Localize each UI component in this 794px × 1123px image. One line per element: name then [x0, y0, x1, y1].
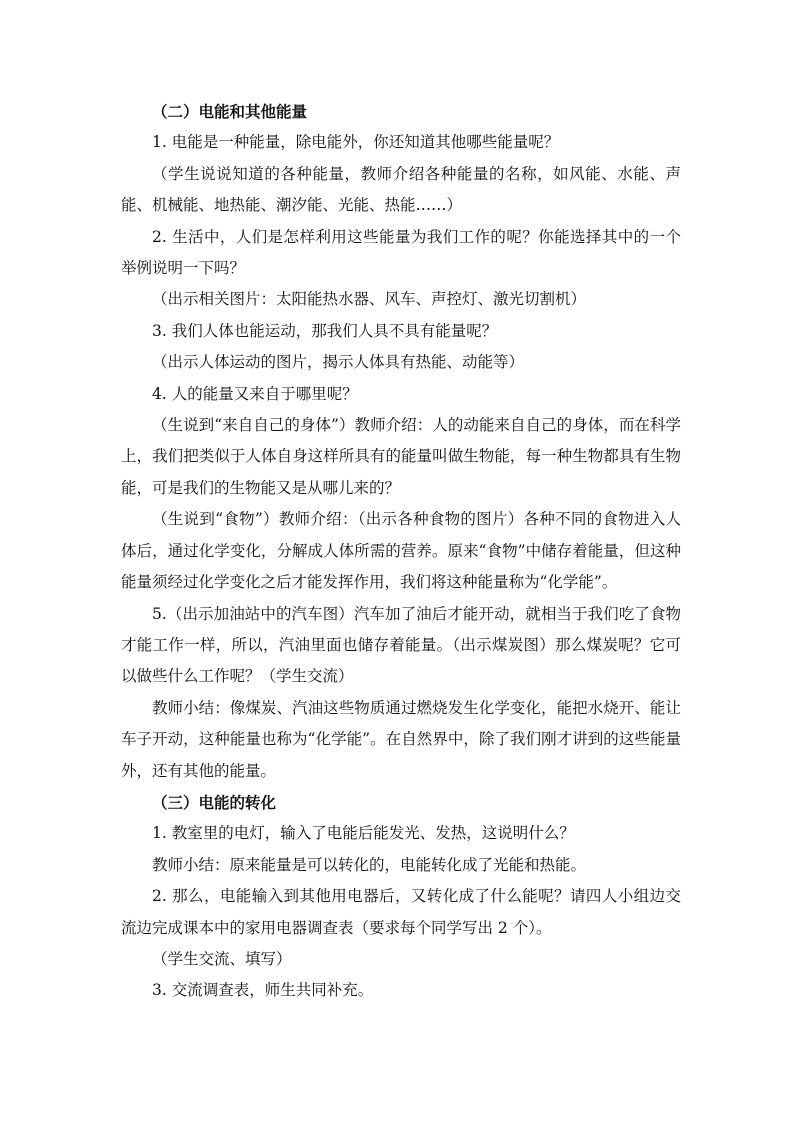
paragraph: 4. 人的能量又来自于哪里呢？	[152, 384, 358, 403]
paragraph: （学生交流、填写）	[152, 949, 292, 968]
paragraph: 2. 那么，电能输入到其他用电器后，又转化成了什么能呢？请四人小组边交流边完成课本中的家用电器调查表（要求每个同学写出 2 个）。	[121, 887, 681, 937]
section-heading-energy-conversion: （三）电能的转化	[152, 792, 277, 812]
section-heading-electric-and-other-energy: （二）电能和其他能量	[152, 102, 308, 121]
paragraph: 3. 我们人体也能运动，那我们人具不具有能量呢？	[152, 321, 498, 340]
paragraph: 3. 交流调查表，师生共同补充。	[152, 981, 374, 1000]
paragraph: （出示人体运动的图片，揭示人体具有热能、动能等）	[152, 353, 525, 372]
paragraph: 2. 生活中，人们是怎样利用这些能量为我们工作的呢？你能选择其中的一个举例说明一下吗？	[121, 227, 681, 278]
paragraph: 5.（出示加油站中的汽车图）汽车加了油后才能开动，就相当于我们吃了食物才能工作一样，所以，汽油里面也储存着能量。（出示煤炭图）那么煤炭呢？它可以做些什么工作呢？（学生交流）	[121, 604, 681, 686]
paragraph: （出示相关图片：太阳能热水器、风车、声控灯、激光切割机）	[152, 290, 587, 309]
document-body	[121, 96, 681, 1007]
paragraph: 1. 电能是一种能量，除电能外，你还知道其他哪些能量呢？	[152, 133, 560, 152]
paragraph: （生说到“食物”）教师介绍：（出示各种食物的图片）各种不同的食物进入人体后，通过化学变化，分解成人体所需的营养。原来“食物”中储存着能量，但这种能量须经过化学变化之后才能发挥作用，我们将这种能量称为“化学能”。	[121, 510, 681, 592]
paragraph: 教师小结：像煤炭、汽油这些物质通过燃烧发生化学变化，能把水烧开、能让车子开动，这种能量也称为“化学能”。在自然界中，除了我们刚才讲到的这些能量外，还有其他的能量。	[121, 698, 681, 780]
paragraph: 1. 教室里的电灯，输入了电能后能发光、发热，这说明什么？	[152, 824, 575, 843]
paragraph: （生说到“来自自己的身体”）教师介绍：人的动能来自自己的身体，而在科学上，我们把类似于人体自身这样所具有的能量叫做生物能，每一种生物都具有生物能，可是我们的生物能又是从哪儿来的？	[121, 416, 681, 497]
paragraph: （学生说说知道的各种能量，教师介绍各种能量的名称，如风能、水能、声能、机械能、地热能、潮汐能、光能、热能……）	[121, 164, 681, 215]
paragraph: 教师小结：原来能量是可以转化的，电能转化成了光能和热能。	[152, 855, 587, 874]
